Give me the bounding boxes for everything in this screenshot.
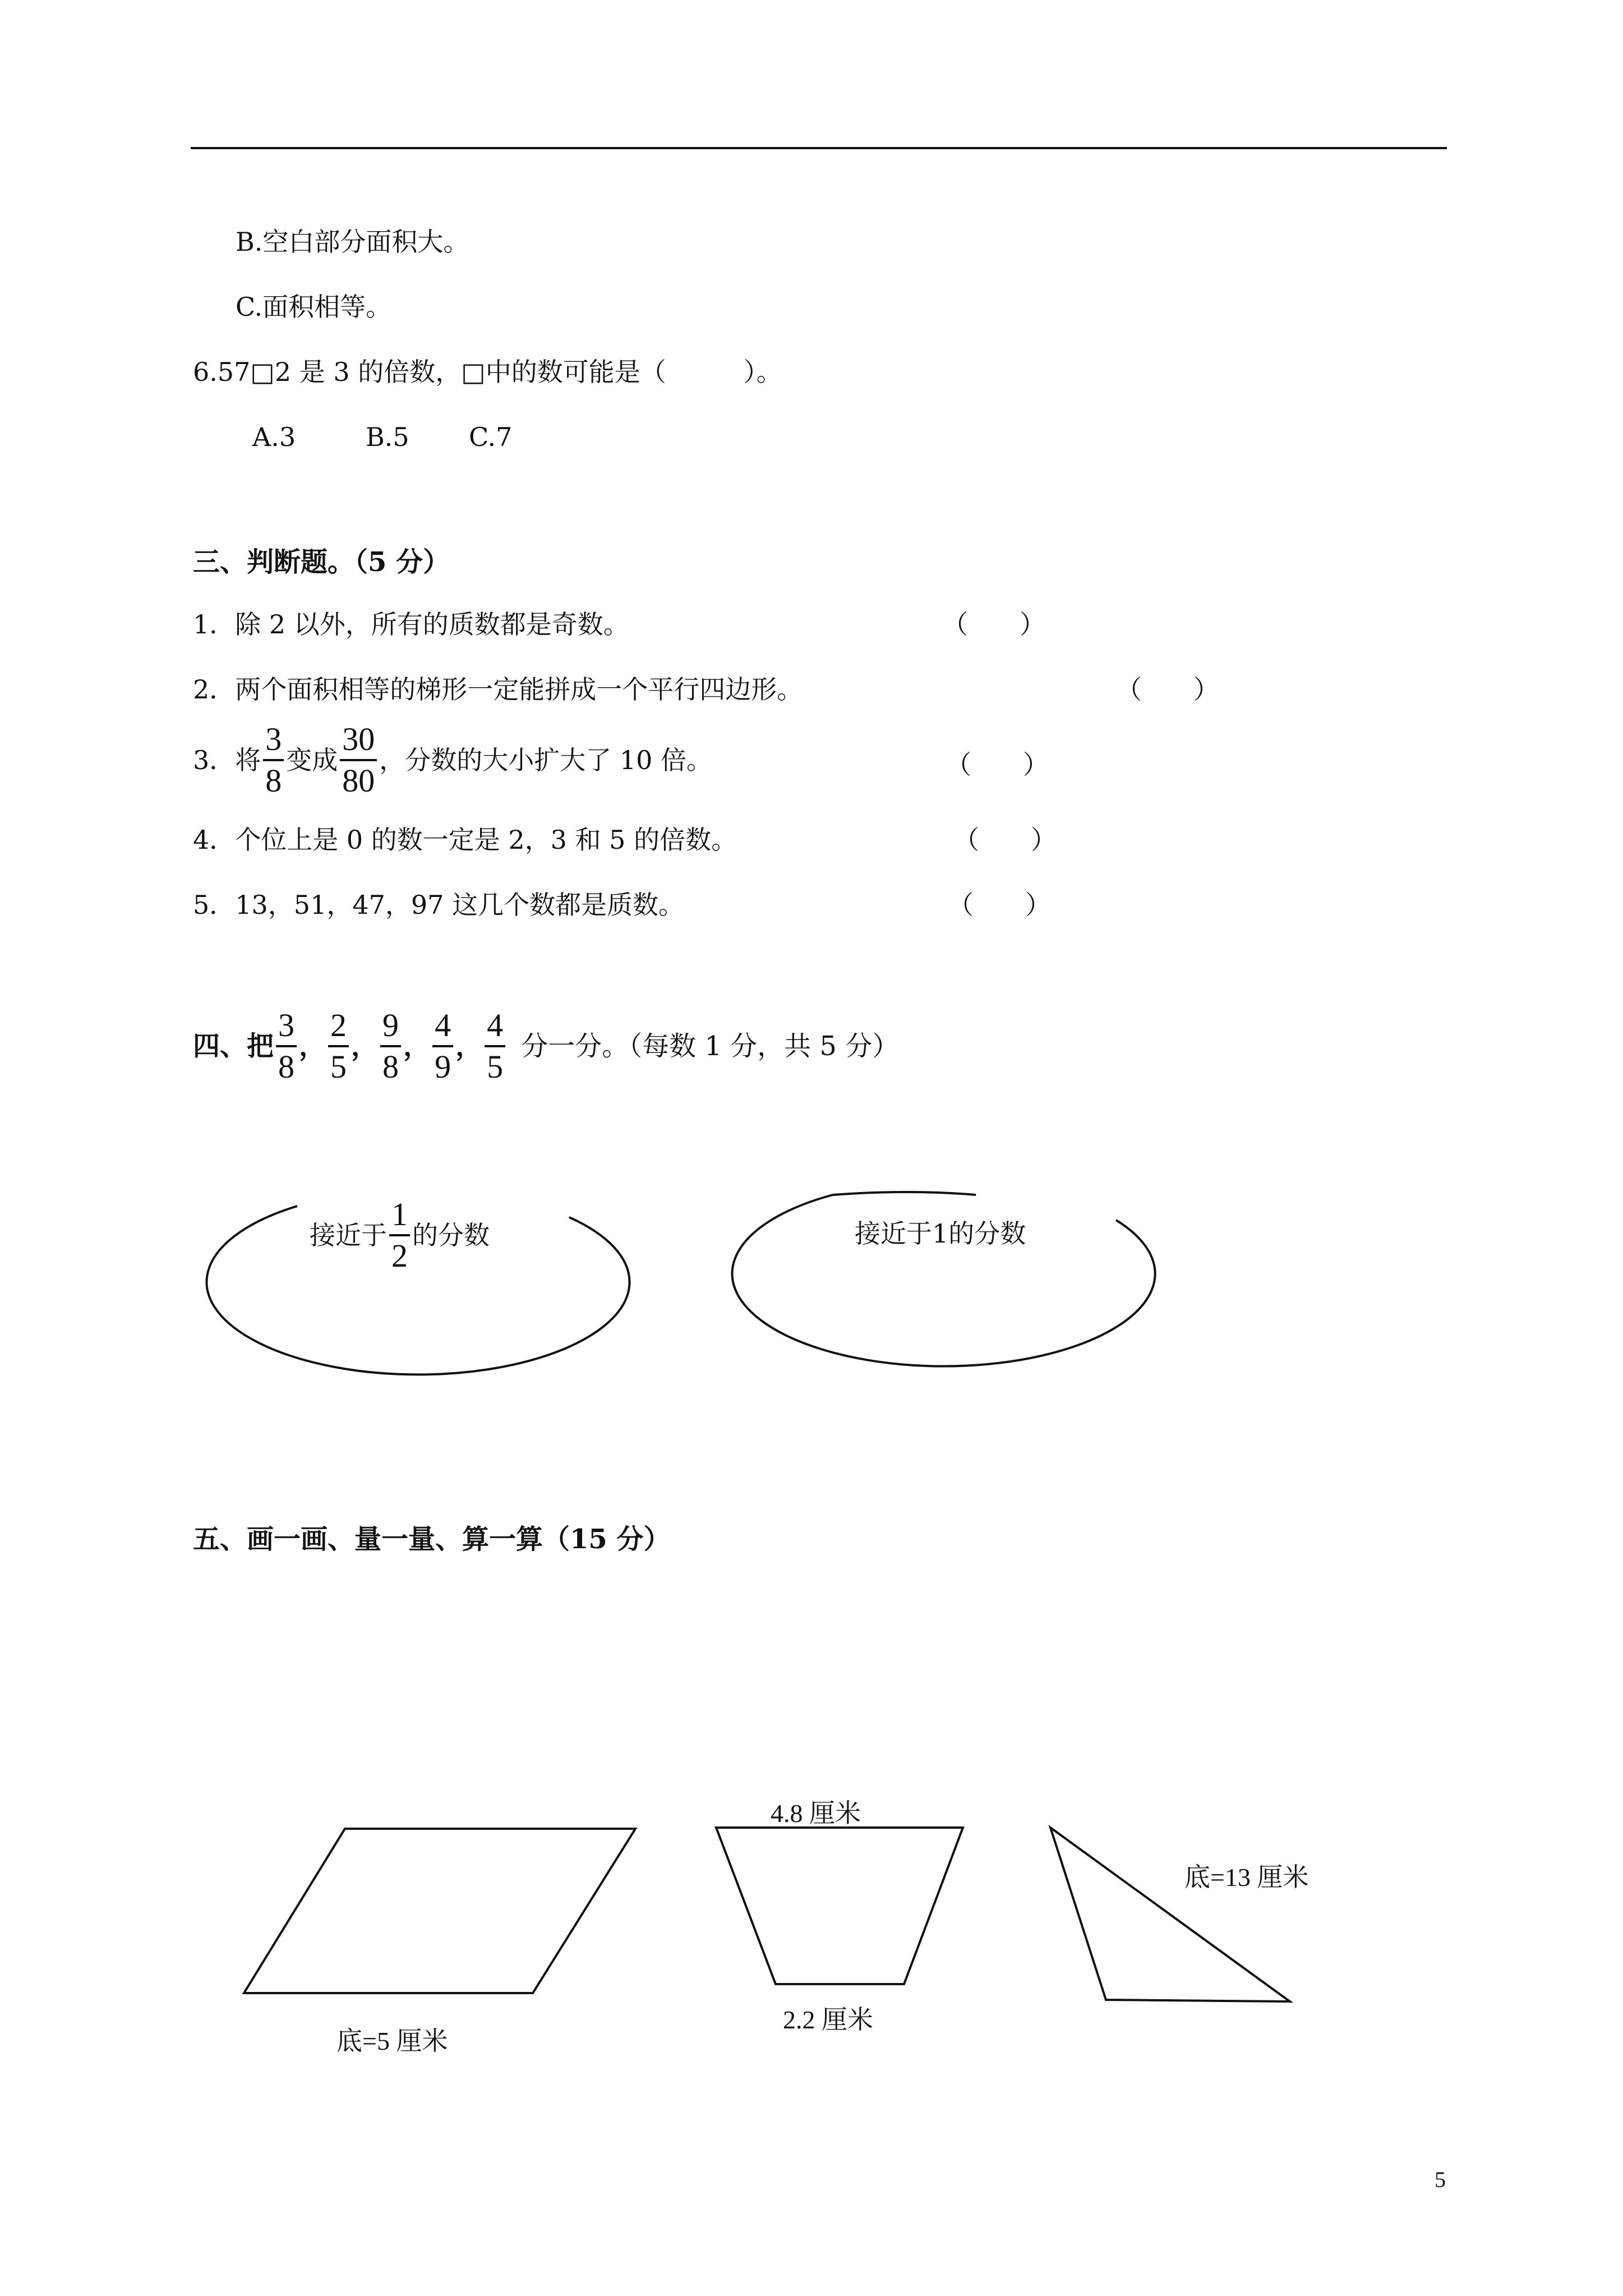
fraction-item: $\frac{4}{9}$ [432,1009,453,1083]
judgment-answer-5[interactable]: （ ） [948,890,1051,920]
judgment-item-1: 1．除 2 以外，所有的质数都是奇数。 [193,609,629,639]
separator: ， [455,1030,483,1062]
q6-option-c: C.7 [469,422,513,452]
oval-right-label: 接近于1的分数 [855,1218,1026,1249]
fraction-1-2: $\frac{1}{2}$ [389,1198,410,1272]
judgment-answer-1[interactable]: （ ） [942,609,1045,639]
separator: ， [351,1030,379,1062]
triangle-base-label: 底=13 厘米 [1184,1863,1309,1892]
question-6: 6.57□2 是 3 的倍数，□中的数可能是（ ）。 [193,357,782,387]
judgment-item-2: 2．两个面积相等的梯形一定能拼成一个平行四边形。 [193,674,803,705]
oval-left-label: 接近于 $\frac{1}{2}$ 的分数 [310,1196,490,1274]
separator: ， [403,1030,431,1062]
judgment-answer-4[interactable]: （ ） [953,825,1057,855]
fraction-item: $\frac{9}{8}$ [380,1009,401,1083]
separator: ， [299,1030,326,1062]
fraction-item: $\frac{3}{8}$ [276,1009,297,1083]
option-c: C.面积相等。 [236,292,392,322]
judgment-item-5: 5．13，51，47，97 这几个数都是质数。 [193,890,685,920]
triangle[interactable] [1050,1828,1290,2001]
fraction-item: $\frac{2}{5}$ [328,1009,349,1083]
page-number: 5 [1435,2167,1446,2192]
item3-mid: 变成 [286,745,338,775]
judgment-answer-3[interactable]: （ ） [946,749,1049,780]
trapezoid-top-label: 4.8 厘米 [771,1799,861,1828]
section4-prefix: 四、把 [193,1030,274,1062]
fraction-30-80: $\frac{30}{80}$ [340,723,377,797]
q6-option-a: A.3 [252,422,296,452]
section3-title: 三、判断题。（5 分） [193,546,450,578]
judgment-answer-2[interactable]: （ ） [1116,674,1219,705]
fraction-item: $\frac{4}{5}$ [485,1009,505,1083]
fraction-3-8: $\frac{3}{8}$ [263,723,284,797]
section4-suffix: 分一分。（每数 1 分，共 5 分） [521,1030,900,1062]
trapezoid-bottom-label: 2.2 厘米 [783,2005,873,2034]
item3-prefix: 3．将 [193,745,261,775]
item3-suffix: ，分数的大小扩大了 10 倍。 [379,745,713,775]
parallelogram-base-label: 底=5 厘米 [336,2027,448,2055]
parallelogram[interactable] [244,1829,635,1993]
section5-title: 五、画一画、量一量、算一算（15 分） [193,1524,671,1555]
q6-option-b: B.5 [366,422,409,452]
judgment-item-4: 4．个位上是 0 的数一定是 2，3 和 5 的倍数。 [193,825,737,855]
trapezoid[interactable] [716,1828,963,1984]
option-b: B.空白部分面积大。 [236,227,469,257]
